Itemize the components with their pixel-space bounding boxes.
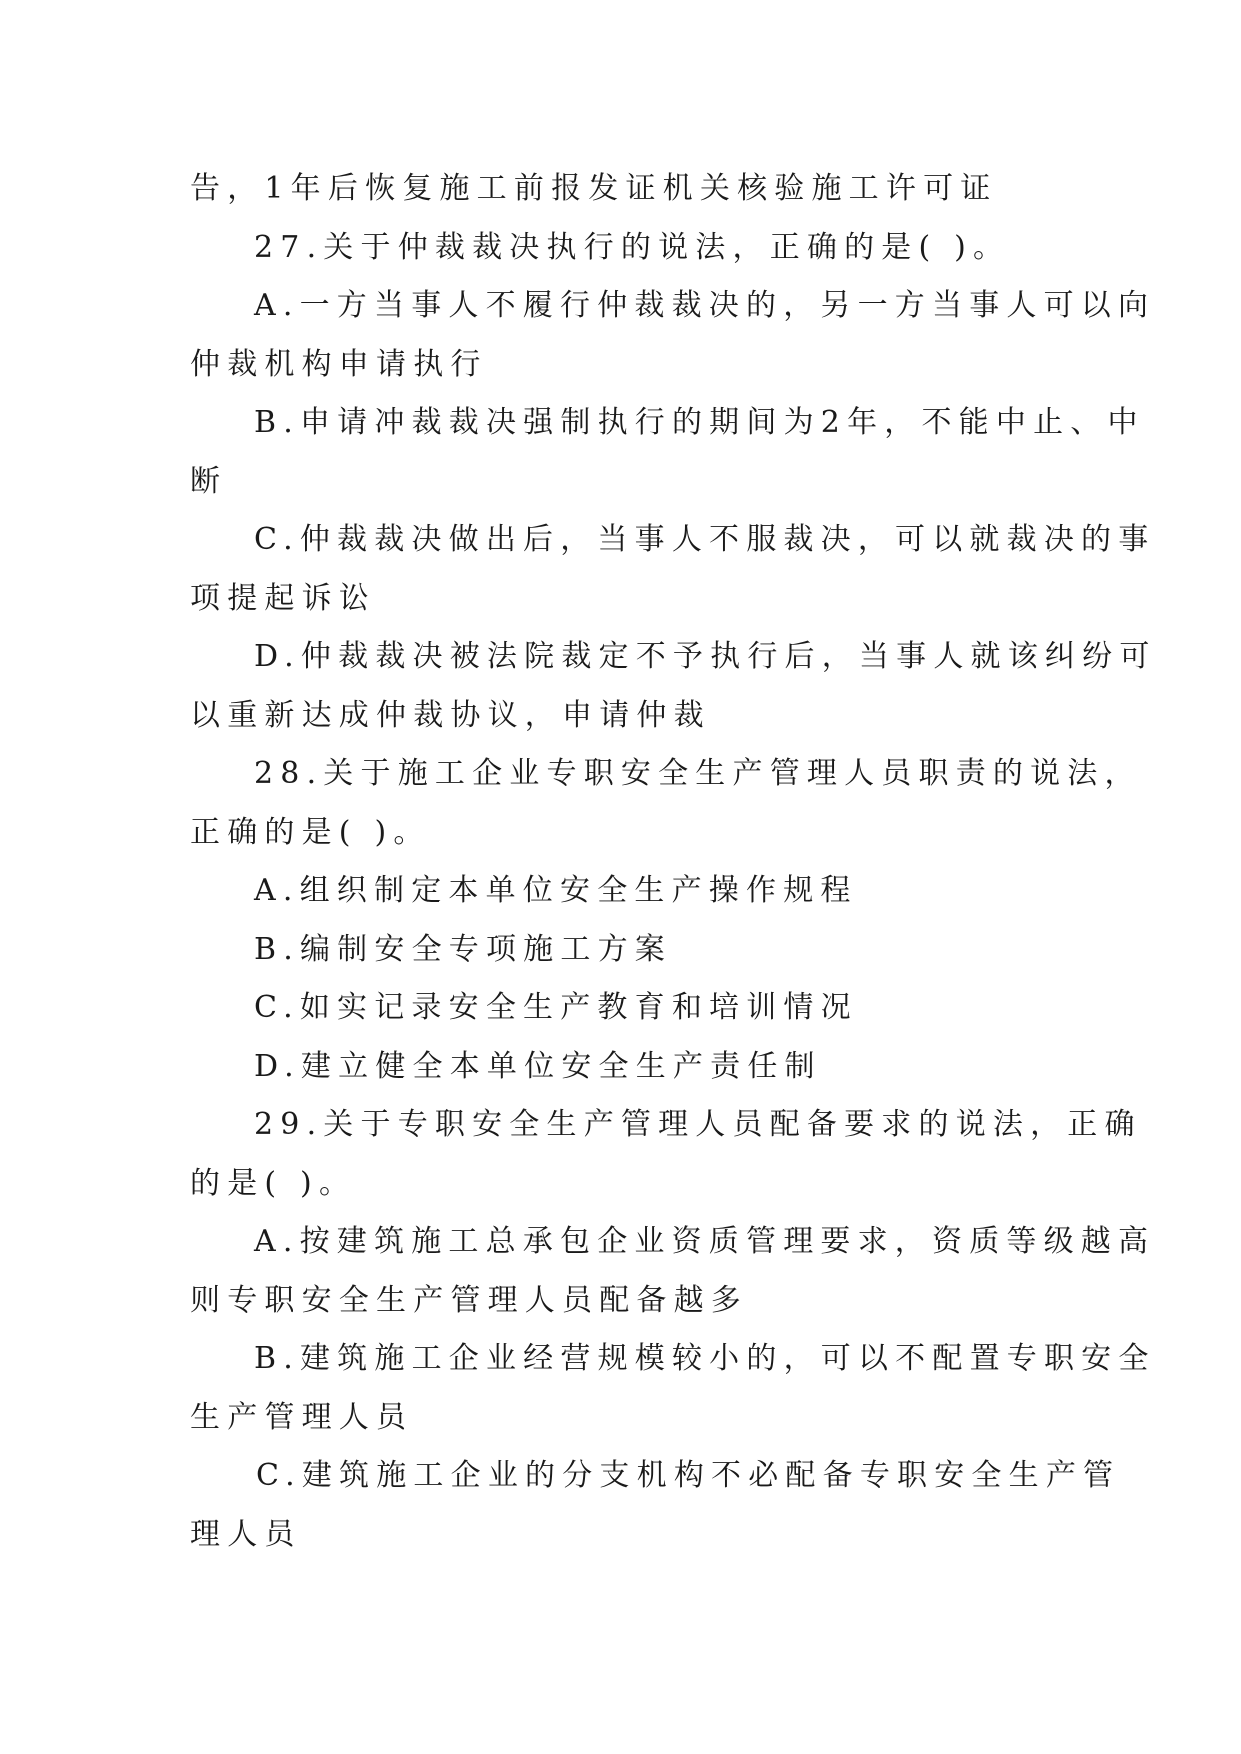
question-28-option-a: A.组织制定本单位安全生产操作规程 [254,873,858,908]
question-29-option-a-cont: 则专职安全生产管理人员配备越多 [190,1282,748,1318]
question-27-option-c: C.仲裁裁决做出后，当事人不服裁决，可以就裁决的事 [254,522,1156,557]
question-29-option-b: B.建筑施工企业经营规模较小的，可以不配置专职安全 [254,1341,1156,1376]
question-28-option-c: C.如实记录安全生产教育和培训情况 [254,990,858,1025]
question-27-option-c-cont: 项提起诉讼 [190,580,376,616]
question-29-option-c-cont: 理人员 [190,1516,302,1552]
question-29-stem: 29.关于专职安全生产管理人员配备要求的说法，正确 [254,1107,1142,1142]
question-27-option-a: A.一方当事人不履行仲裁裁决的，另一方当事人可以向 [254,288,1156,323]
question-29-option-a: A.按建筑施工总承包企业资质管理要求，资质等级越高 [254,1224,1156,1259]
question-27-option-d-cont: 以重新达成仲裁协议，申请仲裁 [190,697,711,733]
question-27-option-d: D.仲裁裁决被法院裁定不予执行后，当事人就该纠纷可 [254,639,1157,674]
question-29-stem-cont: 的是( )。 [190,1165,357,1201]
question-28-stem-cont: 正确的是( )。 [190,814,431,850]
question-27-option-b-cont: 断 [190,463,228,499]
question-29-option-b-cont: 生产管理人员 [190,1399,414,1435]
question-28-stem: 28.关于施工企业专职安全生产管理人员职责的说法， [254,756,1142,791]
question-29-option-c: C.建筑施工企业的分支机构不必配备专职安全生产管 [256,1458,1121,1493]
question-27-stem: 27.关于仲裁裁决执行的说法，正确的是( )。 [254,229,1011,265]
question-27-option-a-cont: 仲裁机构申请执行 [190,346,488,382]
question-28-option-b: B.编制安全专项施工方案 [254,931,672,967]
text-line: 告，1年后恢复施工前报发证机关核验施工许可证 [190,171,998,206]
question-28-option-d: D.建立健全本单位安全生产责任制 [254,1048,822,1084]
question-27-option-b: B.申请冲裁裁决强制执行的期间为2年，不能中止、中 [254,405,1145,440]
